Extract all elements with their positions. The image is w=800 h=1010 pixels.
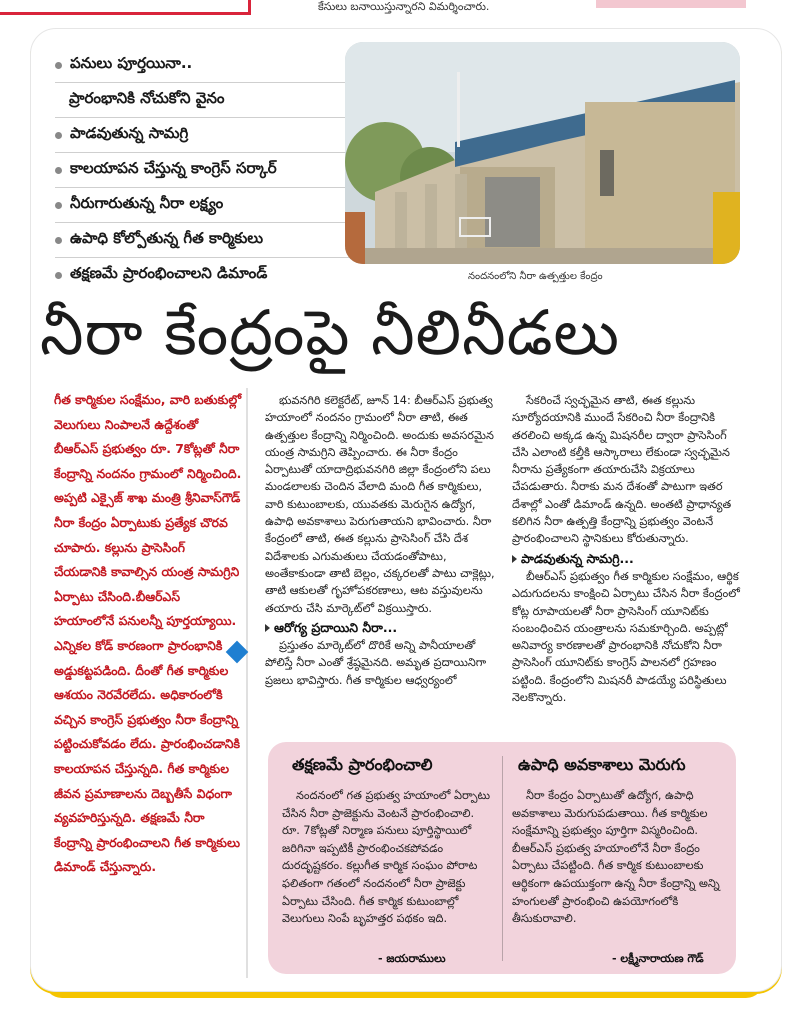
opinion-divider (502, 756, 503, 961)
highlight-item: ప్రారంభానికి నోచుకోని వైనం (55, 83, 355, 118)
subheading: ఆరోగ్య ప్రదాయిని నీరా... (265, 619, 503, 636)
bullet-dot-icon (55, 62, 62, 69)
opinion-right-author: - లక్ష్మీనారాయణ గౌడ్ (612, 952, 704, 965)
lead-text: గీత కార్మికుల సంక్షేమం, వారి బతుకుల్లో వెలుగులు నింపాలనే ఉద్దేశంతో బీఆర్ఎస్ ప్రభుత్వం రూ. 7కోట్లతో నీరా కేంద్రాన్ని నందనం గ్రామంలో నిర్మించింది. అప్పటి ఎక్సైజ్ శాఖ మంత్రి శ్రీనివాస్‌గౌడ్ నీరా కేంద్రం ఏర్పాటుకు ప్రత్యేక చొరవ చూపారు. కల్లును ప్రాసెసింగ్ చేయడానికి కావాల్సిన యంత్ర సామగ్రిని ఏర్పాటు చేసింది.బీఆర్ఎస్ హయాంలోనే పనులన్నీ పూర్తయ్యాయి. ఎన్నికల కోడ్ కారణంగా ప్రారంభానికి అడ్డుకట్టపడింది. దీంతో గీత కార్మికుల ఆశయం నెరవేరలేదు. అధికారంలోకి వచ్చిన కాంగ్రెస్ ప్రభుత్వం నీరా కేంద్రాన్ని పట్టించుకోవడం లేదు. ప్రారంభించడానికి కాలయాపన చేస్తున్నది. గీత కార్మికుల జీవన ప్రమాణాలను దెబ్బతీసే విధంగా వ్యవహరిస్తున్నది. తక్షణమే నీరా కేంద్రాన్ని ప్రారంభించాలని గీత కార్మికులు డిమాండ్ చేస్తున్నారు. (54, 392, 242, 875)
headline: నీరా కేంద్రంపై నీలినీడలు (40, 296, 620, 369)
bullet-dot-icon (55, 167, 62, 174)
opinion-left-text: నందనంలో గత ప్రభుత్వ హయాంలో ఏర్పాటు చేసిన నీరా ప్రాజెక్టును వెంటనే ప్రారంభించాలి. రూ. 7కోట్లతో నిర్మాణ పనులు పూర్తిస్థాయిలో జరిగినా ఇప్పటికీ ప్రారంభించకపోవడం దురదృష్టకరం. కల్లుగీత కార్మిక సంఘం పోరాట ఫలితంగా గతంలో నందనంలో నీరా ప్రాజెక్టు ఏర్పాటు చేసింది. గీత కార్మిక కుటుంబాల్లో వెలుగులు నింపే బృహత్తర పథకం ఇది. (282, 789, 491, 926)
highlights-list (55, 48, 355, 292)
body-paragraph: ప్రస్తుతం మార్కెట్‌లో దొరికే అన్ని పానీయాలతో పోలిస్తే నీరా ఎంతో శ్రేష్ఠమైనది. అమృత ప్రదాయినిగా ప్రజలు భావిస్తారు. గీత కార్మికుల ఆధ్వర్యంలో (265, 639, 487, 687)
lead-column (54, 388, 242, 880)
highlight-item: కాలయాపన చేస్తున్న కాంగ్రెస్ సర్కార్ (55, 153, 355, 188)
top-pink-strip (596, 0, 746, 8)
body-paragraph: భువనగిరి కలెక్టరేట్, జూన్ 14: బీఆర్ఎస్ ప్రభుత్వ హయాంలో నందనం గ్రామంలో నీరా తాటి, ఈత ఉత్పత్తుల కేంద్రాన్ని నిర్మించింది. అందుకు అవసరమైన యంత్ర సామగ్రిని తెప్పించారు. ఈ నీరా కేంద్రం ఏర్పాటుతో యాదాద్రిభువనగిరి జిల్లా కేంద్రంలోని పలు మండలాలకు చెందిన వేలాది మంది గీత కార్మికులు, వారి కుటుంబాలకు, యువతకు మెరుగైన ఉద్యోగ, ఉపాధి అవకాశాలు పెరుగుతాయని భావించారు. నీరా కేంద్రంలో తాటి, ఈత కల్లును ప్రాసెసింగ్ చేసి దేశ విదేశాలకు ఎగుమతులు చేయడంతోపాటు, అంతేకాకుండా తాటి బెల్లం, చక్కరలతో పాటు చాక్లెట్లు, తాటి ఆకులతో గృహోపకరణాలు, ఆట వస్తువులను తయారు చేసి మార్కెట్‌లో విక్రయిస్తారు. (265, 394, 495, 615)
opinion-right-title: ఉపాధి అవకాశాలు మెరుగు (518, 755, 686, 774)
body-paragraph: బీఆర్ఎస్ ప్రభుత్వం గీత కార్మికుల సంక్షేమం, ఆర్థిక ఎదుగుదలను కాంక్షించి ఏర్పాటు చేసిన నీరా కేంద్రంలో కోట్ల రూపాయలతో నీరా ప్రాసెసింగ్ యూనిట్‌కు సంబంధించిన యంత్రాలను సమకూర్చింది. అప్పట్లో అనివార్య కారణాలతో ప్రారంభానికి నోచుకోని నీరా ప్రాసెసింగ్ యూనిట్‌కు కాంగ్రెస్ పాలనలో గ్రహణం పట్టింది. కేంద్రంలోని మిషనరీ పాడయ్యే పరిస్థితులు నెలకొన్నారు. (512, 569, 740, 705)
top-strip (0, 0, 800, 22)
bullet-dot-icon (55, 272, 62, 279)
column-divider (246, 388, 248, 978)
triangle-bullet-icon (512, 555, 517, 563)
triangle-bullet-icon (265, 624, 270, 632)
body-column-1 (265, 392, 503, 691)
bullet-dot-icon (55, 202, 62, 209)
neera-center-photo (345, 42, 740, 264)
building-illustration (345, 42, 740, 264)
highlight-item: తక్షణమే ప్రారంభించాలని డిమాండ్ (55, 258, 355, 292)
body-column-2 (512, 392, 740, 708)
top-caption: కేసులు బనాయిస్తున్నారని విమర్శించారు. (318, 0, 490, 13)
top-red-frame (0, 0, 251, 15)
photo-caption: నందనంలోని నీరా ఉత్పత్తుల కేంద్రం (468, 271, 603, 282)
highlight-item: నీరుగారుతున్న నీరా లక్ష్యం (55, 188, 355, 223)
highlight-item: ఉపాధి కోల్పోతున్న గీత కార్మికులు (55, 223, 355, 258)
opinion-left-author: - జయరాములు (378, 952, 446, 965)
bullet-dot-icon (55, 132, 62, 139)
opinion-right-text: నీరా కేంద్రం ఏర్పాటుతో ఉద్యోగ, ఉపాధి అవకాశాలు మెరుగుపడుతాయి. గీత కార్మికుల సంక్షేమాన్ని ప్రభుత్వం పూర్తిగా విస్మరించింది. బీఆర్ఎస్ ప్రభుత్వ హయాంలోనే నీరా కేంద్రం ఏర్పాటు చేపట్టింది. గీత కార్మిక కుటుంబాలకు ఆర్థికంగా ఉపయుక్తంగా ఉన్న నీరా కేంద్రాన్ని అన్ని హంగులతో ప్రారంభించి ఉపయోగంలోకి తీసుకురావాలి. (512, 789, 720, 926)
opinion-left-title: తక్షణమే ప్రారంభించాలి (292, 755, 433, 774)
highlight-item: పనులు పూర్తయినా.. (55, 48, 355, 83)
highlight-item: పాడవుతున్న సామగ్రి (55, 118, 355, 153)
bullet-dot-icon (55, 237, 62, 244)
body-paragraph: సేకరించే స్వచ్ఛమైన తాటి, ఈత కల్లును సూర్యోదయానికి ముందే సేకరించి నీరా కేంద్రానికి తరలించి అక్కడ ఉన్న మిషనరీల ద్వారా ప్రాసెసింగ్ చేసి ఎలాంటి కల్తీకి ఆస్కారాలు లేకుండా స్వచ్ఛమైన నీరాను ప్రత్యేకంగా తయారుచేసి విక్రయాలు చేపడుతారు. నీరాకు మన దేశంతో పాటుగా ఇతర దేశాల్లో ఎంతో డిమాండ్ ఉన్నది. అంతటి ప్రాధాన్యత కలిగిన నీరా ఉత్పత్తి కేంద్రాన్ని ప్రభుత్వం వెంటనే ప్రారంభించాలని స్థానికులు కోరుతున్నారు. (512, 394, 732, 546)
subheading: పాడవుతున్న సామగ్రి... (512, 550, 740, 567)
